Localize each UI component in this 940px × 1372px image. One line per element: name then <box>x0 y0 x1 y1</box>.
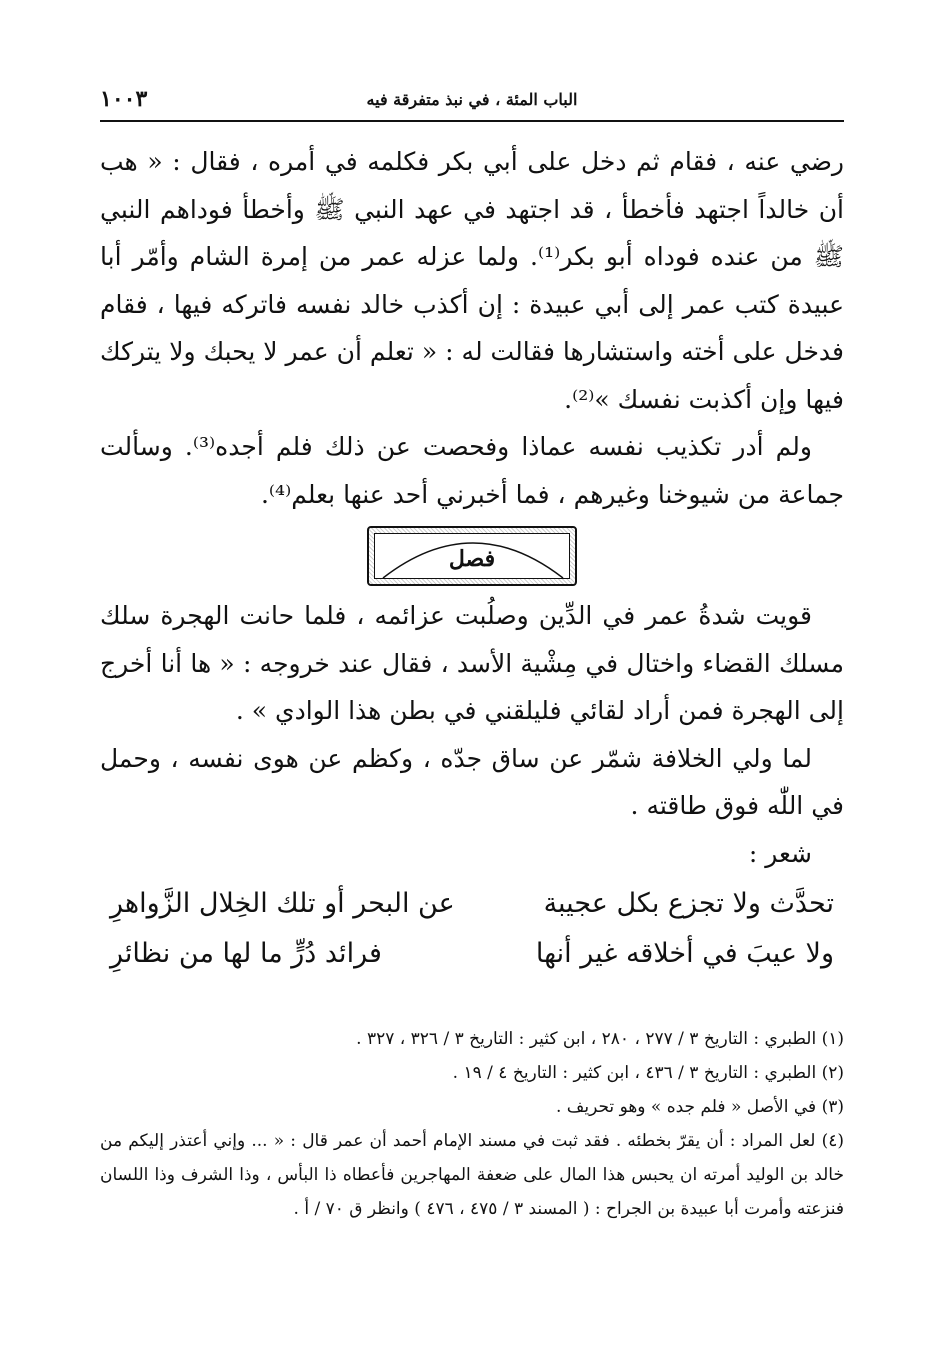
verse-line <box>100 879 844 929</box>
running-title: الباب المئة ، في نبذ متفرقة فيه <box>366 90 578 109</box>
paragraph-3: قويت شدةُ عمر في الدِّين وصلُبت عزائمه ، فلما حانت الهجرة سلك مسلك القضاء واختال في مِشْية الأسد ، فقال عند خروجه : « ها أنا أخرج إلى الهجرة فمن أراد لقائي فليلقني في بطن هذا الوادي » . <box>100 601 844 725</box>
footnote: (١) الطبري : التاريخ ٣ / ٢٧٧ ، ٢٨٠ ، ابن كثير : التاريخ ٣ / ٣٢٦ ، ٣٢٧ . <box>356 1029 844 1049</box>
verse-second-hemistich: فرائد دُرٍّ ما لها من نظائرِ <box>110 938 382 969</box>
section-heading-box <box>367 526 577 586</box>
section-heading-frame <box>374 533 570 579</box>
footnote: (٤) لعل المراد : أن يقرّ بخطئه . فقد ثبت في مسند الإمام أحمد أن عمر قال : « ... وإني أعتذر إليكم من خالد بن الوليد أمرته ان يحبس هذا المال على ضعفة المهاجرين فأعطاه ذا البأس ، وذا الشرف وذا اللسان فنزعته وأمرت أبا عبيدة بن الجراح : ( المسند ٣ / ٤٧٥ ، ٤٧٦ ) وانظر ق ٧٠ / أ . <box>100 1131 844 1219</box>
verse-first-hemistich: تحدَّث ولا تجزع بكل عجيبة <box>543 888 834 919</box>
verse-line <box>100 929 844 979</box>
footnote: (٢) الطبري : التاريخ ٣ / ٤٣٦ ، ابن كثير : التاريخ ٤ / ١٩ . <box>452 1063 844 1083</box>
section-heading: فصل <box>448 546 496 572</box>
paragraph-2: ولم أدر تكذيب نفسه عماذا وفحصت عن ذلك فلم أجده⁽³⁾. وسألت جماعة من شيوخنا وغيرهم ، فما أخبرني أحد عنها بعلم⁽⁴⁾. <box>100 432 844 509</box>
verse-first-hemistich: ولا عيبَ في أخلاقه غير أنها <box>535 938 834 969</box>
page-number: ١٠٠٣ <box>100 86 148 112</box>
paragraph-4: لما ولي الخلافة شمّر عن ساق جدّه ، وكظم عن هوى نفسه ، وحمل في اللّٰه فوق طاقته . <box>100 743 844 820</box>
paragraph-1: رضي عنه ، فقام ثم دخل على أبي بكر فكلمه في أمره ، فقال : « هب أن خالداً اجتهد فأخطأ ، قد اجتهد في عهد النبي ﷺ وأخطأ فوداهم النبي ﷺ من عنده فوداه أبو بكر⁽¹⁾. ولما عزله عمر من إمرة الشام وأمّر أبا عبيدة كتب عمر إلى أبي عبيدة : إن أكذب خالد نفسه فاتركه فيها ، فقام فدخل على أخته واستشارها فقالت له : « تعلم أن عمر لا يحبك ولا يتركك فيها وإن أكذبت نفسك »⁽²⁾. <box>100 147 844 414</box>
footnotes <box>100 1022 844 1226</box>
page-header <box>100 84 844 122</box>
main-text <box>100 138 844 979</box>
poetry-label: شعر : <box>748 838 812 868</box>
verse-second-hemistich: عن البحر أو تلك الخِلال الزَّواهرِ <box>110 888 455 919</box>
poetry-block <box>100 879 844 979</box>
footnote: (٣) في الأصل « فلم جده » وهو تحريف . <box>555 1097 844 1117</box>
